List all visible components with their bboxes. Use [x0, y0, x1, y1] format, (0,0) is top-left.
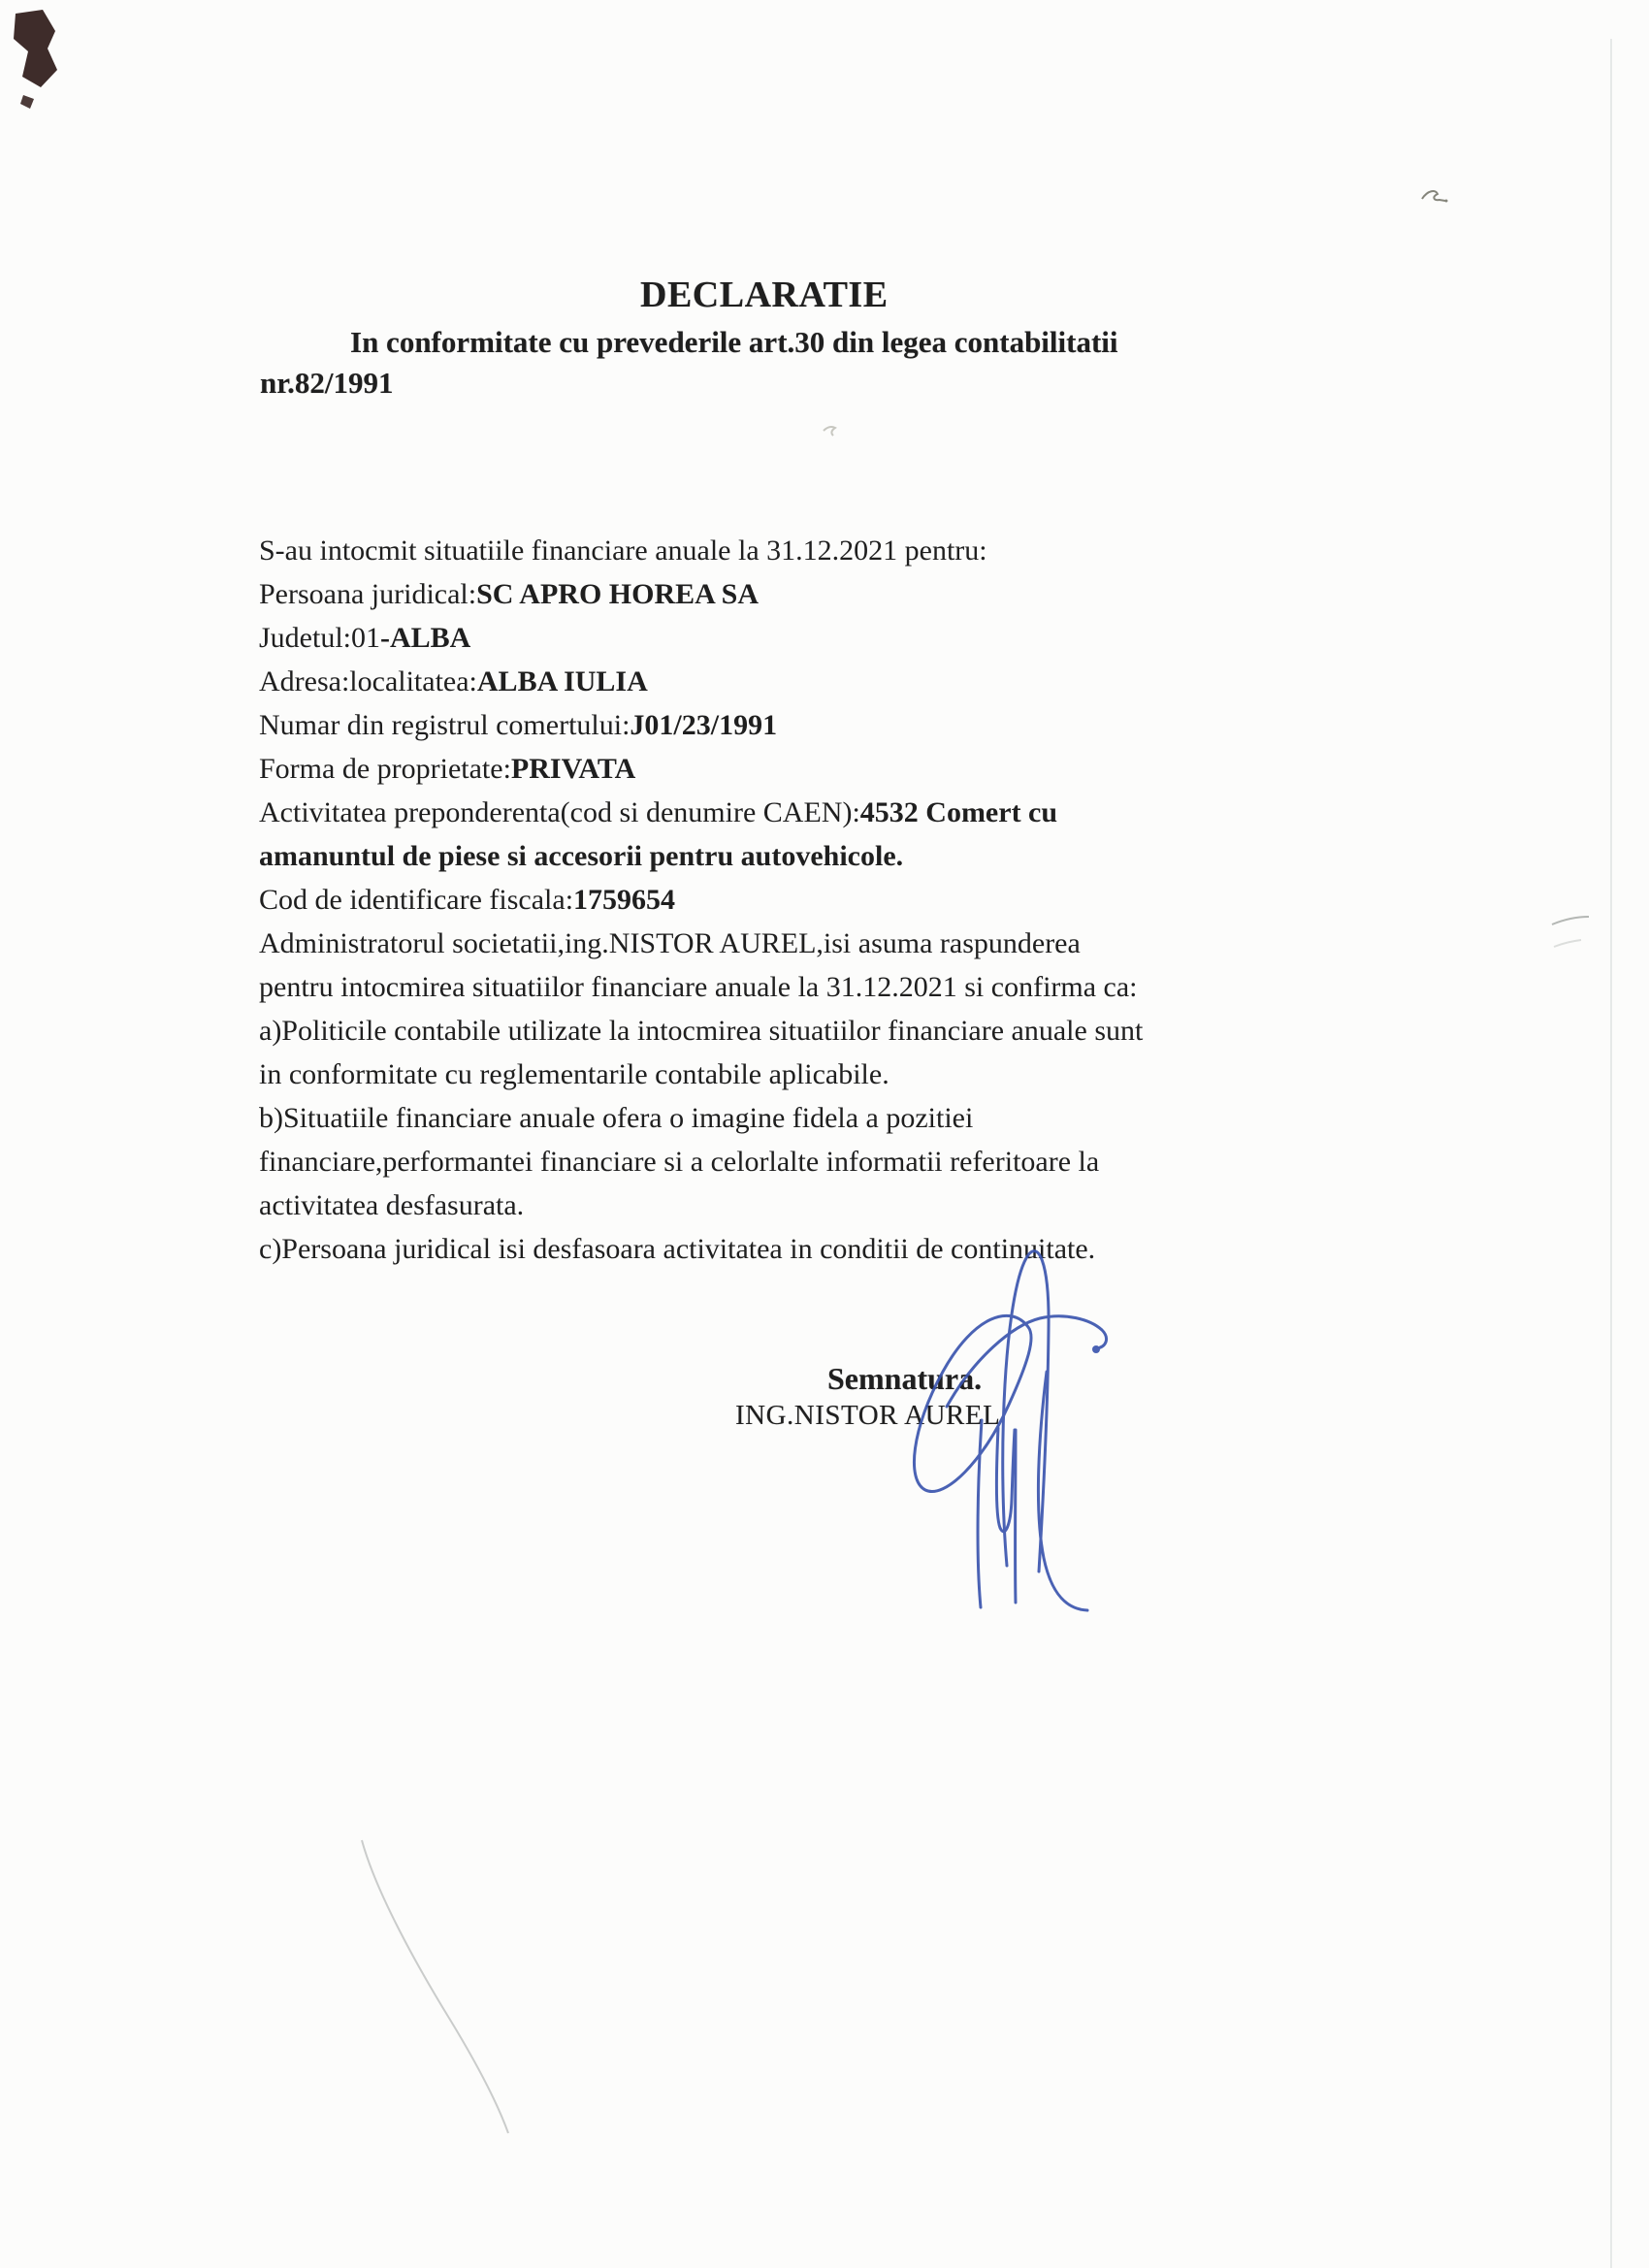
point-b-line2 [259, 1140, 1143, 1183]
signature-stroke-tall-loop [1003, 1251, 1049, 1571]
field-label: Persoana juridical: [259, 578, 477, 610]
signatory-name: ING.NISTOR AUREL [735, 1400, 1001, 1431]
scan-artifact-corner [14, 10, 57, 109]
statement-text: b)Situatiile financiare anuale ofera o imagine fidela a pozitiei [259, 1102, 974, 1134]
field-value: 4532 Comert cu [859, 796, 1058, 828]
document-title: DECLARATIE [640, 275, 889, 315]
pencil-mark-top-right [1422, 191, 1448, 202]
field-value: PRIVATA [510, 753, 636, 785]
field-value: J01/23/1991 [630, 709, 778, 741]
field-forma-proprietate [259, 747, 1143, 791]
admin-statement-line2 [259, 965, 1143, 1009]
scan-smudge-right-2 [1554, 940, 1581, 947]
signature-stroke-descender-1 [978, 1420, 982, 1607]
field-activitate [259, 791, 1143, 834]
intro-line [259, 529, 1143, 572]
document-subtitle-line1: In conformitate cu prevederile art.30 din legea contabilitatii [350, 325, 1118, 359]
field-cod-fiscal [259, 878, 1143, 922]
field-label: Judetul:01 [259, 622, 380, 654]
scan-smudge-right [1552, 917, 1589, 924]
statement-text: c)Persoana juridical isi desfasoara activitatea in conditii de continuitate. [259, 1233, 1096, 1265]
intro-text: S-au intocmit situatiile financiare anuale la 31.12.2021 pentru: [259, 535, 987, 567]
field-value: 1759654 [573, 884, 676, 916]
field-label: Adresa:localitatea: [259, 665, 477, 697]
paper-crease-line [362, 1840, 508, 2133]
field-label: Forma de proprietate: [259, 753, 511, 785]
statement-text: activitatea desfasurata. [259, 1189, 525, 1221]
statement-text: Administratorul societatii,ing.NISTOR AUREL,isi asuma raspunderea [259, 927, 1081, 959]
field-label: Activitatea preponderenta(cod si denumire CAEN): [259, 796, 860, 828]
field-judet [259, 616, 1143, 660]
admin-statement-line1 [259, 922, 1143, 965]
point-a-line1 [259, 1009, 1143, 1053]
statement-text: financiare,performantei financiare si a celorlalte informatii referitoare la [259, 1146, 1100, 1178]
statement-text: in conformitate cu reglementarile contabile aplicabile. [259, 1058, 889, 1090]
field-value: -ALBA [380, 622, 471, 654]
field-value: amanuntul de piese si accesorii pentru autovehicole. [259, 840, 904, 872]
statement-text: pentru intocmirea situatiilor financiare anuale la 31.12.2021 si confirma ca: [259, 971, 1138, 1003]
field-label: Numar din registrul comertului: [259, 709, 630, 741]
field-label: Cod de identificare fiscala: [259, 884, 574, 916]
scan-smudge-mid [824, 427, 835, 436]
declaration-body [259, 529, 1143, 1271]
signature-stroke-u-loop [996, 1428, 1015, 1532]
field-value: ALBA IULIA [476, 665, 648, 697]
signature-stroke-sweep [1038, 1372, 1087, 1610]
signature-label: Semnatura. [827, 1361, 983, 1396]
point-b-line3 [259, 1183, 1143, 1227]
point-c [259, 1227, 1143, 1271]
statement-text: a)Politicile contabile utilizate la intocmirea situatiilor financiare anuale sunt [259, 1015, 1144, 1047]
field-persoana-juridica [259, 572, 1143, 616]
field-adresa [259, 660, 1143, 703]
signature-ink-dot [1092, 1345, 1100, 1353]
point-a-line2 [259, 1053, 1143, 1096]
field-registru-comert [259, 703, 1143, 747]
document-subtitle-line2: nr.82/1991 [260, 366, 394, 400]
field-value: SC APRO HOREA SA [476, 578, 759, 610]
point-b-line1 [259, 1096, 1143, 1140]
field-activitate-continuare [259, 834, 1143, 878]
